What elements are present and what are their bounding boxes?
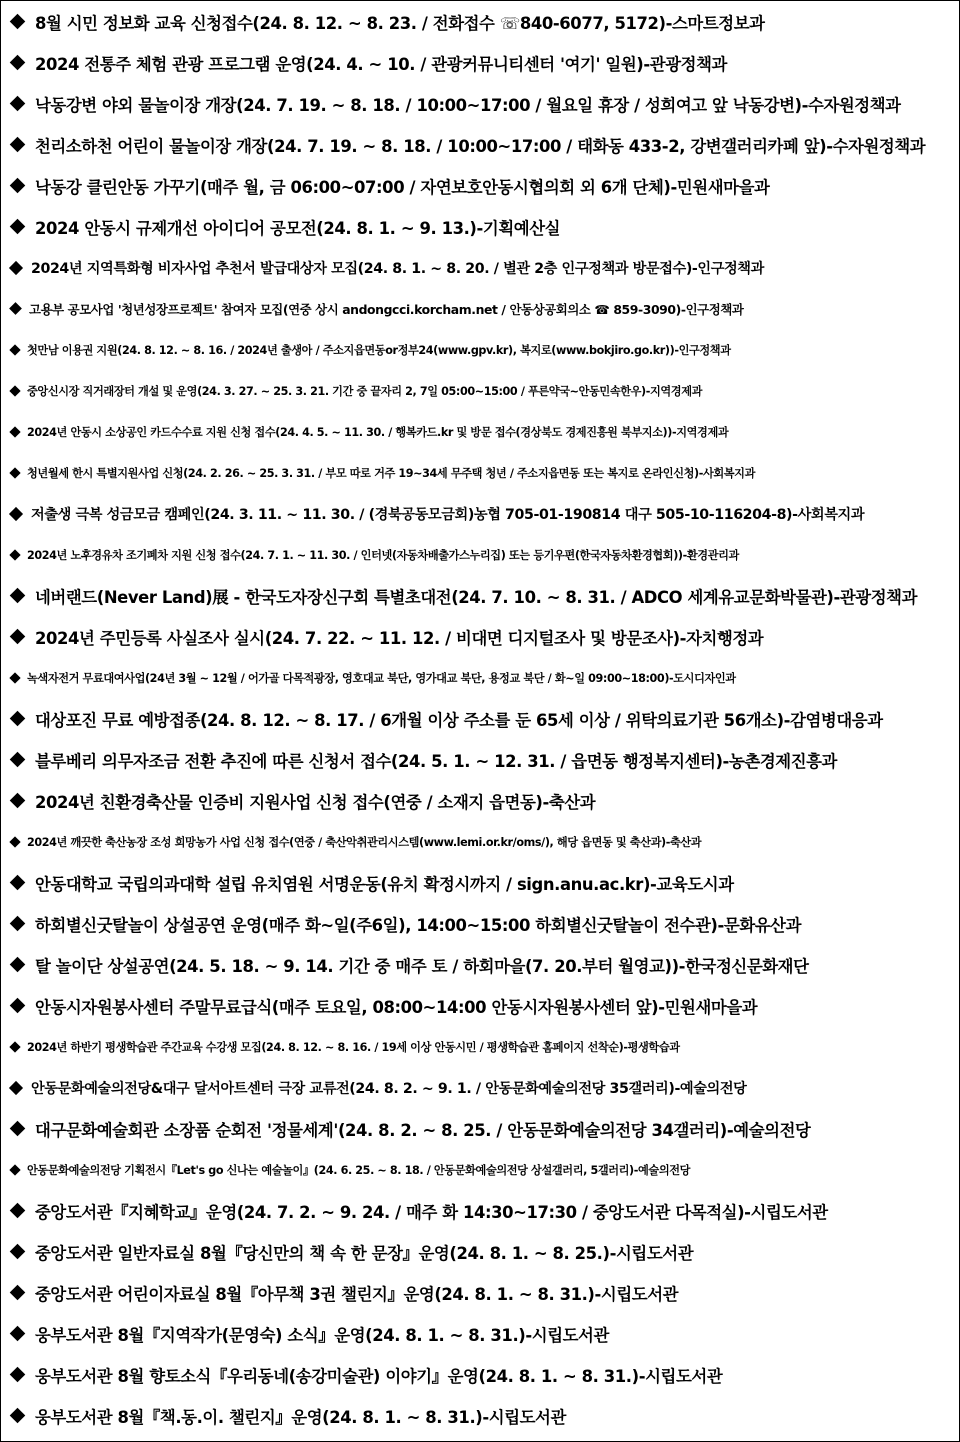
notice-text: 대상포진 무료 예방접종(24. 8. 12. ~ 8. 17. / 6개월 이상 주소를 둔 65세 이상 / 위탁의료기관 56개소)-감염병대응과	[35, 710, 883, 730]
notice-text: 2024년 안동시 소상공인 카드수수료 지원 신청 접수(24. 4. 5. ~ 11. 30. / 행복카드.kr 및 방문 접수(경상북도 경제진흥원 북부지소))-지역경제과	[27, 425, 729, 439]
notice-item	[7, 329, 955, 370]
diamond-bullet-icon	[10, 14, 26, 30]
notice-text: 블루베리 의무자조금 전환 추진에 따른 신청서 접수(24. 5. 1. ~ 12. 31. / 읍면동 행정복지센터)-농촌경제진흥과	[35, 751, 837, 771]
diamond-bullet-icon	[10, 1285, 26, 1301]
diamond-bullet-icon	[10, 998, 26, 1014]
diamond-bullet-icon	[10, 1244, 26, 1260]
notice-item	[7, 1231, 955, 1272]
notice-item	[7, 862, 955, 903]
notice-text: 낙동강 클린안동 가꾸기(매주 월, 금 06:00~07:00 / 자연보호안동시협의회 외 6개 단체)-민원새마을과	[35, 177, 770, 197]
notice-item	[7, 1190, 955, 1231]
diamond-bullet-icon	[9, 506, 23, 520]
notice-text: 8월 시민 정보화 교육 신청접수(24. 8. 12. ~ 8. 23. / 전화접수 ☏840-6077, 5172)-스마트정보과	[35, 13, 765, 33]
notice-text: 네버랜드(Never Land)展 - 한국도자장신구회 특별초대전(24. 7. 10. ~ 8. 31. / ADCO 세계유교문화박물관)-관광정책과	[35, 587, 918, 607]
notice-text: 첫만남 이용권 지원(24. 8. 12. ~ 8. 16. / 2024년 출생아 / 주소지읍면동or정부24(www.gpv.kr), 복지로(www.bokjiro.go.kr))-인구정책과	[27, 343, 731, 357]
notice-item	[7, 370, 955, 411]
notice-item	[7, 534, 955, 575]
diamond-bullet-icon	[10, 957, 26, 973]
notice-text: 2024년 친환경축산물 인증비 지원사업 신청 접수(연중 / 소재지 읍면동)-축산과	[35, 792, 596, 812]
notice-text: 낙동강변 야외 물놀이장 개장(24. 7. 19. ~ 8. 18. / 10:00~17:00 / 월요일 휴장 / 성희여고 앞 낙동강변)-수자원정책과	[35, 95, 901, 115]
diamond-bullet-icon	[9, 385, 20, 396]
diamond-bullet-icon	[10, 96, 26, 112]
diamond-bullet-icon	[10, 178, 26, 194]
diamond-bullet-icon	[9, 426, 20, 437]
notice-item	[7, 493, 955, 534]
notice-item	[7, 698, 955, 739]
notice-item	[7, 616, 955, 657]
notice-text: 안동문화예술의전당&대구 달서아트센터 극장 교류전(24. 8. 2. ~ 9. 1. / 안동문화예술의전당 35갤러리)-예술의전당	[31, 1080, 747, 1097]
notice-item	[7, 124, 955, 165]
notice-text: 녹색자전거 무료대여사업(24년 3월 ~ 12월 / 어가골 다목적광장, 영호대교 북단, 영가대교 북단, 용정교 북단 / 화~일 09:00~18:00)-도시디자인과	[27, 671, 736, 685]
diamond-bullet-icon	[10, 1121, 26, 1137]
diamond-bullet-icon	[9, 1164, 20, 1175]
diamond-bullet-icon	[10, 629, 26, 645]
diamond-bullet-icon	[9, 302, 22, 315]
diamond-bullet-icon	[10, 1326, 26, 1342]
notice-item	[7, 165, 955, 206]
diamond-bullet-icon	[9, 260, 23, 274]
notice-text: 웅부도서관 8월『지역작가(문영숙) 소식』운영(24. 8. 1. ~ 8. 31.)-시립도서관	[35, 1325, 609, 1345]
notice-text: 2024년 하반기 평생학습관 주간교육 수강생 모집(24. 8. 12. ~ 8. 16. / 19세 이상 안동시민 / 평생학습관 홈페이지 선착순)-평생학습과	[27, 1040, 680, 1054]
notice-text: 안동문화예술의전당 기획전시『Let's go 신나는 예술놀이』(24. 6. 25. ~ 8. 18. / 안동문화예술의전당 상설갤러리, 5갤러리)-예술의전당	[27, 1163, 691, 1177]
notice-item	[7, 452, 955, 493]
diamond-bullet-icon	[9, 1041, 20, 1052]
notice-item	[7, 42, 955, 83]
diamond-bullet-icon	[10, 137, 26, 153]
notice-item	[7, 247, 955, 288]
notice-item	[7, 1108, 955, 1149]
notice-text: 대구문화예술회관 소장품 순회전 '정물세계'(24. 8. 2. ~ 8. 25. / 안동문화예술의전당 34갤러리)-예술의전당	[35, 1120, 811, 1140]
notice-item	[7, 575, 955, 616]
notice-item	[7, 780, 955, 821]
notice-text: 웅부도서관 8월 향토소식『우리동네(송강미술관) 이야기』운영(24. 8. 1. ~ 8. 31.)-시립도서관	[35, 1366, 723, 1386]
diamond-bullet-icon	[9, 672, 20, 683]
notice-item	[7, 1354, 955, 1395]
notice-text: 중앙도서관『지혜학교』운영(24. 7. 2. ~ 9. 24. / 매주 화 14:30~17:30 / 중앙도서관 다목적실)-시립도서관	[35, 1202, 828, 1222]
diamond-bullet-icon	[10, 1408, 26, 1424]
notice-text: 웅부도서관 8월『책.동.이. 챌린지』운영(24. 8. 1. ~ 8. 31.)-시립도서관	[35, 1407, 566, 1427]
diamond-bullet-icon	[10, 711, 26, 727]
notice-item	[7, 944, 955, 985]
notice-text: 하회별신굿탈놀이 상설공연 운영(매주 화~일(주6일), 14:00~15:00 하회별신굿탈놀이 전수관)-문화유산과	[35, 915, 802, 935]
notice-text: 안동대학교 국립의과대학 설립 유치염원 서명운동(유치 확정시까지 / sign.anu.ac.kr)-교육도시과	[35, 874, 734, 894]
notice-text: 안동시자원봉사센터 주말무료급식(매주 토요일, 08:00~14:00 안동시자원봉사센터 앞)-민원새마을과	[35, 997, 758, 1017]
notice-text: 탈 놀이단 상설공연(24. 5. 18. ~ 9. 14. 기간 중 매주 토 / 하회마을(7. 20.부터 월영교))-한국정신문화재단	[35, 956, 809, 976]
diamond-bullet-icon	[9, 467, 20, 478]
diamond-bullet-icon	[10, 1203, 26, 1219]
notice-item	[7, 83, 955, 124]
diamond-bullet-icon	[10, 219, 26, 235]
diamond-bullet-icon	[10, 1367, 26, 1383]
notice-text: 2024년 깨끗한 축산농장 조성 희망농가 사업 신청 접수(연중 / 축산악취관리시스템(www.lemi.or.kr/oms/), 해당 읍면동 및 축산과)-축산과	[27, 835, 702, 849]
notice-item	[7, 1395, 955, 1436]
diamond-bullet-icon	[10, 916, 26, 932]
notice-item	[7, 206, 955, 247]
diamond-bullet-icon	[10, 55, 26, 71]
notice-text: 2024 안동시 규제개선 아이디어 공모전(24. 8. 1. ~ 9. 13.)-기획예산실	[35, 218, 561, 238]
notice-item	[7, 288, 955, 329]
diamond-bullet-icon	[10, 588, 26, 604]
diamond-bullet-icon	[10, 752, 26, 768]
notice-text: 중앙신시장 직거래장터 개설 및 운영(24. 3. 27. ~ 25. 3. 21. 기간 중 끝자리 2, 7일 05:00~15:00 / 푸른약국~안동민속한우)-지역경제과	[27, 384, 703, 398]
notice-item	[7, 739, 955, 780]
notice-item	[7, 1149, 955, 1190]
notice-item	[7, 1, 955, 42]
notice-item	[7, 1026, 955, 1067]
notice-text: 저출생 극복 성금모금 캠페인(24. 3. 11. ~ 11. 30. / (경북공동모금회)농협 705-01-190814 대구 505-10-116204-8)-사회복지과	[31, 506, 865, 523]
notice-text: 2024년 노후경유차 조기폐차 지원 신청 접수(24. 7. 1. ~ 11. 30. / 인터넷(자동차배출가스누리집) 또는 등기우편(한국자동차환경협회))-환경관리과	[27, 548, 739, 562]
notice-item	[7, 411, 955, 452]
notice-text: 중앙도서관 어린이자료실 8월『아무책 3권 챌린지』운영(24. 8. 1. ~ 8. 31.)-시립도서관	[35, 1284, 679, 1304]
notice-text: 청년월세 한시 특별지원사업 신청(24. 2. 26. ~ 25. 3. 31. / 부모 따로 거주 19~34세 무주택 청년 / 주소지읍면동 또는 복지로 온라인신청)-사회복지과	[27, 466, 755, 480]
notice-text: 2024 전통주 체험 관광 프로그램 운영(24. 4. ~ 10. / 관광커뮤니티센터 '여기' 일원)-관광정책과	[35, 54, 727, 74]
notice-text: 2024년 지역특화형 비자사업 추천서 발급대상자 모집(24. 8. 1. ~ 8. 20. / 별관 2층 인구정책과 방문접수)-인구정책과	[31, 260, 764, 277]
diamond-bullet-icon	[10, 793, 26, 809]
diamond-bullet-icon	[9, 344, 20, 355]
notice-item	[7, 821, 955, 862]
notice-item	[7, 657, 955, 698]
notice-text: 2024년 주민등록 사실조사 실시(24. 7. 22. ~ 11. 12. / 비대면 디지털조사 및 방문조사)-자치행정과	[35, 628, 764, 648]
diamond-bullet-icon	[9, 836, 20, 847]
diamond-bullet-icon	[9, 549, 20, 560]
notice-item	[7, 1313, 955, 1354]
notice-item	[7, 1067, 955, 1108]
notice-text: 천리소하천 어린이 물놀이장 개장(24. 7. 19. ~ 8. 18. / 10:00~17:00 / 태화동 433-2, 강변갤러리카페 앞)-수자원정책과	[35, 136, 926, 156]
notice-text: 고용부 공모사업 '청년성장프로젝트' 참여자 모집(연중 상시 andongcci.korcham.net / 안동상공회의소 ☎ 859-3090)-인구정책과	[29, 301, 744, 317]
notice-text: 중앙도서관 일반자료실 8월『당신만의 책 속 한 문장』운영(24. 8. 1. ~ 8. 25.)-시립도서관	[35, 1243, 694, 1263]
diamond-bullet-icon	[10, 875, 26, 891]
notice-item	[7, 1272, 955, 1313]
diamond-bullet-icon	[9, 1080, 23, 1094]
notice-item	[7, 903, 955, 944]
notice-item	[7, 985, 955, 1026]
